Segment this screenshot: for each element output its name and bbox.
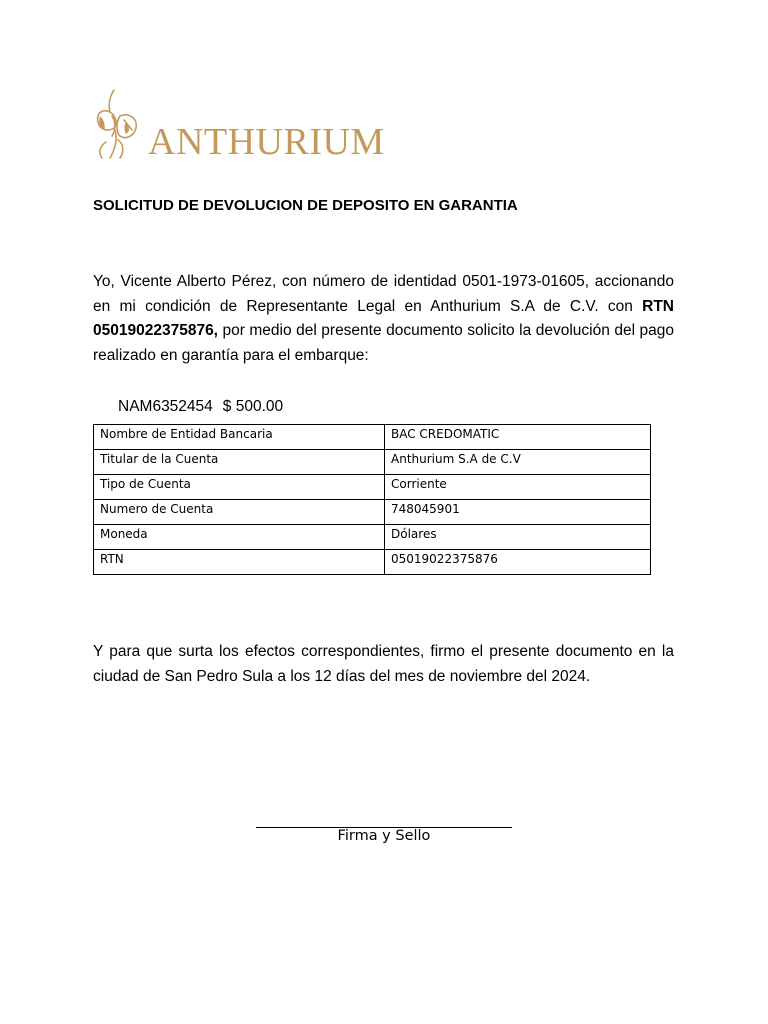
closing-paragraph: Y para que surta los efectos correspondientes, firmo el presente documento en la ciudad de San Pedro Sula a los 12 días del mes de noviembre del 2024. — [93, 643, 674, 685]
shipment-line — [118, 398, 283, 416]
table-cell-label: Moneda — [94, 525, 385, 550]
shipment-amount: $ 500.00 — [222, 398, 284, 415]
table-cell-value: BAC CREDOMATIC — [385, 425, 651, 450]
table-cell-value: Anthurium S.A de C.V — [385, 450, 651, 475]
bank-details-table — [93, 424, 651, 575]
table-cell-value: Corriente — [385, 475, 651, 500]
table-row — [94, 475, 651, 500]
rtn-bold-text: RTN 05019022375876, — [93, 297, 674, 339]
table-row — [94, 550, 651, 575]
body-intro-text: Yo, Vicente Alberto Pérez, con número de identidad 0501-1973-01605, accionando en mi condición de Representante Legal en Anthurium S.A de C.V. con — [93, 273, 674, 315]
table-cell-label: Nombre de Entidad Bancaria — [94, 425, 385, 450]
body-paragraph — [93, 270, 674, 368]
document-title: SOLICITUD DE DEVOLUCION DE DEPOSITO EN GARANTIA — [93, 197, 518, 214]
table-row — [94, 450, 651, 475]
table-row — [94, 500, 651, 525]
table-row — [94, 425, 651, 450]
body-rest-text: por medio del presente documento solicito la devolución del pago realizado en garantía para el embarque: — [93, 322, 674, 364]
table-cell-value: 05019022375876 — [385, 550, 651, 575]
signature-label: Firma y Sello — [337, 828, 431, 844]
shipment-code: NAM6352454 — [118, 398, 213, 415]
table-cell-label: Tipo de Cuenta — [94, 475, 385, 500]
table-cell-value: 748045901 — [385, 500, 651, 525]
table-cell-label: RTN — [94, 550, 385, 575]
table-cell-value: Dólares — [385, 525, 651, 550]
anthurium-flower-icon — [94, 86, 146, 164]
table-cell-label: Numero de Cuenta — [94, 500, 385, 525]
table-cell-label: Titular de la Cuenta — [94, 450, 385, 475]
table-row — [94, 525, 651, 550]
company-logo — [94, 86, 394, 166]
logo-wordmark: ANTHURIUM — [148, 121, 385, 163]
